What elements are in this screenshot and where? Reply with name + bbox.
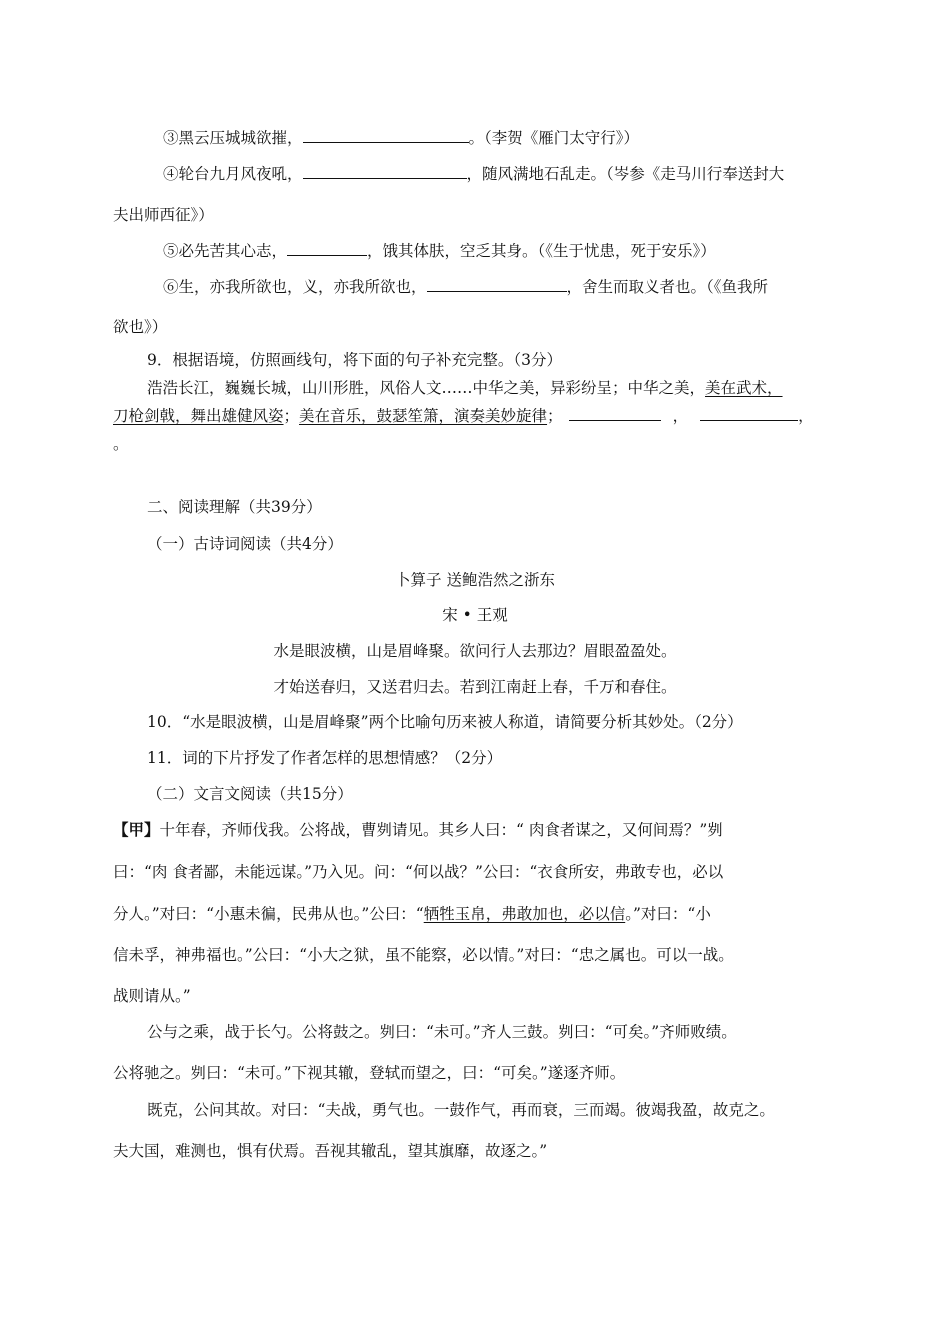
answer-blank[interactable] (303, 127, 469, 143)
item-text: 必先苦其心志， (178, 242, 288, 260)
passage-line: 夫大国，难测也，惧有伏焉。吾视其辙乱，望其旗靡，故逐之。” (113, 1142, 548, 1160)
q9-text: ， (672, 407, 689, 425)
q8-item-6-cont: 欲也》） (113, 318, 168, 336)
subsection-heading: （二）文言文阅读（共15分） (147, 785, 353, 803)
answer-blank[interactable] (287, 240, 367, 256)
section-heading: 二、阅读理解（共39分） (147, 498, 322, 516)
q8-item-4 (163, 163, 784, 184)
q9-stem: 9．根据语境，仿照画线句，将下面的句子补充完整。（3分） (147, 351, 562, 369)
answer-blank[interactable] (427, 276, 567, 292)
item-text: 黑云压城城欲摧， (178, 129, 303, 147)
q9-text: ， (798, 407, 814, 425)
item-text: 生，亦我所欲也，义，亦我所欲也， (178, 278, 427, 296)
q9-line-3: 。 (113, 435, 129, 453)
q8-item-5 (163, 240, 716, 261)
item-number: ③ (163, 129, 179, 147)
question-10: 10．“水是眼波横，山是眉峰聚”两个比喻句历来被人称道，请简要分析其妙处。（2分） (147, 713, 743, 731)
subsection-heading: （一）古诗词阅读（共4分） (147, 535, 343, 553)
passage-line: 既克，公问其故。对曰：“夫战，勇气也。一鼓作气，再而衰，三而竭。彼竭我盈，故克之。 (147, 1101, 775, 1119)
answer-blank[interactable] (569, 405, 661, 421)
item-number: ⑥ (163, 278, 179, 296)
q9-text: ； (547, 407, 563, 425)
q9-underlined-text: 美在音乐，鼓瑟笙箫，演奏美妙旋律 (299, 407, 548, 425)
question-11: 11．词的下片抒发了作者怎样的思想情感？（2分） (147, 749, 503, 767)
item-text: ，随风满地石乱走。（岑参《走马川行奉送封大 (466, 165, 785, 183)
passage-line: 曰：“肉 食者鄙，未能远谋。”乃入见。问：“何以战？”公曰：“衣食所安，弗敢专也，必以 (113, 863, 724, 881)
passage-line (113, 820, 723, 840)
q8-item-3 (163, 127, 639, 148)
q8-item-4-cont: 夫出师西征》） (113, 206, 214, 224)
passage-line: 信未孚，神弗福也。”公曰：“小大之狱，虽不能察，必以情。”对曰：“忠之属也。可以一战。 (113, 946, 734, 964)
item-text: ，饿其体肤，空乏其身。（《生于忧患，死于安乐》） (367, 242, 716, 260)
q9-text: ； (283, 407, 300, 425)
passage-text: 十年春，齐师伐我。公将战，曹刿请见。其乡人曰：“ 肉食者谋之，又何间焉？”刿 (159, 821, 723, 839)
poem-line: 才始送春归，又送君归去。若到江南赶上春，千万和春住。 (273, 678, 677, 696)
passage-line: 战则请从。” (113, 987, 191, 1005)
q9-underlined-text: 刀枪剑戟，舞出雄健风姿 (113, 407, 284, 425)
item-text: ，舍生而取义者也。（《鱼我所 (566, 278, 769, 296)
passage-text: 分人。”对曰：“小惠未徧，民弗从也。”公曰：“ (113, 905, 424, 923)
answer-blank[interactable] (700, 405, 798, 421)
poem-title: 卜算子 送鲍浩然之浙东 (395, 571, 555, 589)
q9-line-1 (147, 378, 783, 398)
poem-author: 宋 • 王观 (442, 606, 508, 624)
item-text: 轮台九月风夜吼， (178, 165, 303, 183)
passage-line: 公与之乘，战于长勺。公将鼓之。刿曰：“未可。”齐人三鼓。刿曰：“可矣。”齐师败绩。 (147, 1023, 737, 1041)
item-number: ④ (163, 165, 179, 183)
item-text: 。（李贺《雁门太守行》） (468, 129, 640, 147)
q9-text: 浩浩长江，巍巍长城，山川形胜，风俗人文……中华之美，异彩纷呈；中华之美， (147, 379, 706, 397)
poem-line: 水是眼波横，山是眉峰聚。欲问行人去那边？眉眼盈盈处。 (273, 642, 677, 660)
answer-blank[interactable] (303, 163, 467, 179)
passage-line (113, 904, 711, 924)
passage-line: 公将驰之。刿曰：“未可。”下视其辙，登轼而望之，曰：“可矣。”遂逐齐师。 (113, 1064, 626, 1082)
passage-underlined-text: 牺牲玉帛，弗敢加也，必以信 (423, 905, 626, 923)
q9-line-2 (113, 405, 814, 426)
q9-underlined-text: 美在武术， (705, 379, 783, 397)
item-number: ⑤ (163, 242, 179, 260)
q8-item-6 (163, 276, 768, 297)
passage-text: 。”对曰：“小 (625, 905, 711, 923)
passage-tag: 【甲】 (113, 820, 160, 839)
